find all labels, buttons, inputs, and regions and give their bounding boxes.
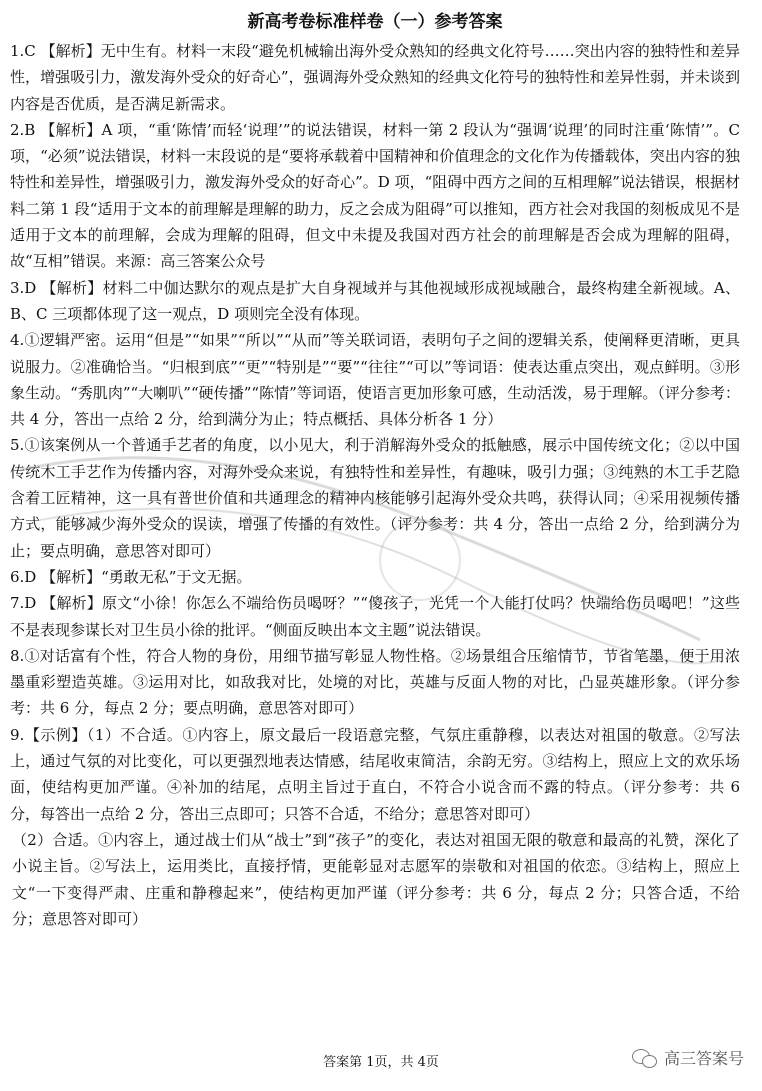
wechat-account-badge — [632, 1046, 744, 1069]
answer-item-8: 8.①对话富有个性，符合人物的身份，用细节描写彰显人物性格。②场景组合压缩情节，节省笔墨，便于用浓墨重彩塑造英雄。③运用对比，如敌我对比，处境的对比，英雄与反面人物的对比，凸显英雄形象。（评分参考：共 6 分，每点 2 分；要点明确，意思答对即可） — [10, 646, 740, 718]
answer-list — [10, 38, 740, 932]
wechat-account-name: 高三答案号 — [663, 1049, 744, 1068]
page-footer: 答案第 1页，共 4页 — [323, 1055, 439, 1070]
answer-item-2: 2.B 【解析】A 项，“重‘陈情’而轻‘说理’”的说法错误，材料一第 2 段认为“强调‘说理’的同时注重‘陈情’”。C 项，“必须”说法错误，材料一末段说的是“要将承载着中国精神和价值理念的文化作为传播载体，突出内容的独特性和差异性，增强吸引力，激发海外受众的好奇心”。D 项，“阻碍中西方之间的互相理解”说法错误，根据材料二第 1 段“适用于文本的前理解是理解的助力，反之会成为阻碍”可以推知，西方社会对我国的刻板成见不是适用于文本的前理解，会成为理解的阻碍，但文中未提及我国对西方社会的前理解是否会成为理解的阻碍，故“互相”错误。来源：高三答案公众号 — [10, 120, 740, 271]
wechat-icon — [632, 1047, 658, 1069]
answer-item-1: 1.C 【解析】无中生有。材料一末段“避免机械输出海外受众熟知的经典文化符号……突出内容的独特性和差异性，增强吸引力，激发海外受众的好奇心”，强调海外受众熟知的经典文化符号的独特性和差异性弱，并未谈到内容是否优质，是否满足新需求。 — [10, 42, 740, 113]
answer-item-6: 6.D 【解析】“勇敢无私”于文无据。 — [10, 567, 252, 586]
answer-item-7: 7.D 【解析】原文“小徐！你怎么不端给伤员喝呀？”“傻孩子，光凭一个人能打仗吗？快端给伤员喝吧！”这些不是表现参谋长对卫生员小徐的批评。“侧面反映出本文主题”说法错误。 — [10, 594, 740, 639]
answer-item-9-part-1: 9.【示例】（1）不合适。①内容上，原文最后一段语意完整，气氛庄重静穆，以表达对祖国的敬意。②写法上，通过气氛的对比变化，可以更强烈地表达情感，结尾收束简洁，余韵无穷。③结构上，照应上文的欢乐场面，使结构更加严谨。④补加的结尾，点明主旨过于直白，不符合小说含而不露的特点。（评分参考：共 6 分，每答出一点给 2 分，答出三点即可；只答不合适，不给分；意思答对即可） — [10, 725, 740, 823]
answer-item-5: 5.①该案例从一个普通手艺者的角度，以小见大，利于消解海外受众的抵触感，展示中国传统文化；②以中国传统木工手艺作为传播内容，对海外受众来说，有独特性和差异性，有趣味，吸引力强；③纯熟的木工手艺隐含着工匠精神，这一具有普世价值和共通理念的精神内核能够引起海外受众共鸣，获得认同；④采用视频传播方式，能够减少海外受众的误读，增强了传播的有效性。（评分参考：共 4 分，答出一点给 2 分，给到满分为止；要点明确，意思答对即可） — [10, 436, 740, 560]
page-title: 新高考卷标准样卷（一）参考答案 — [247, 12, 503, 32]
answer-item-9-part-2: （2）合适。①内容上，通过战士们从“战士”到“孩子”的变化，表达对祖国无限的敬意和最高的礼赞，深化了小说主旨。②写法上，运用类比，直接抒情，更能彰显对志愿军的崇敬和对祖国的依恋。③结构上，照应上文“一下变得严肃、庄重和静穆起来”，使结构更加严谨（评分参考：共 6 分，每点 2 分；只答合适，不给分；意思答对即可） — [12, 830, 740, 928]
answer-item-3: 3.D 【解析】材料二中伽达默尔的观点是扩大自身视域并与其他视域形成视域融合，最终构建全新视域。A、B、C 三项都体现了这一观点，D 项则完全没有体现。 — [10, 278, 740, 323]
answer-item-4: 4.①逻辑严密。运用“但是”“如果”“所以”“从而”等关联词语，表明句子之间的逻辑关系，使阐释更清晰，更具说服力。②准确恰当。“归根到底”“更”“特别是”“要”“往往”“可以”等词语：使表达重点突出，观点鲜明。③形象生动。“秀肌肉”“大喇叭”“硬传播”“陈情”等词语，使语言更加形象可感，生动活泼，易于理解。（评分参考：共 4 分，答出一点给 2 分，给到满分为止；特点概括、具体分析各 1 分） — [10, 331, 740, 429]
